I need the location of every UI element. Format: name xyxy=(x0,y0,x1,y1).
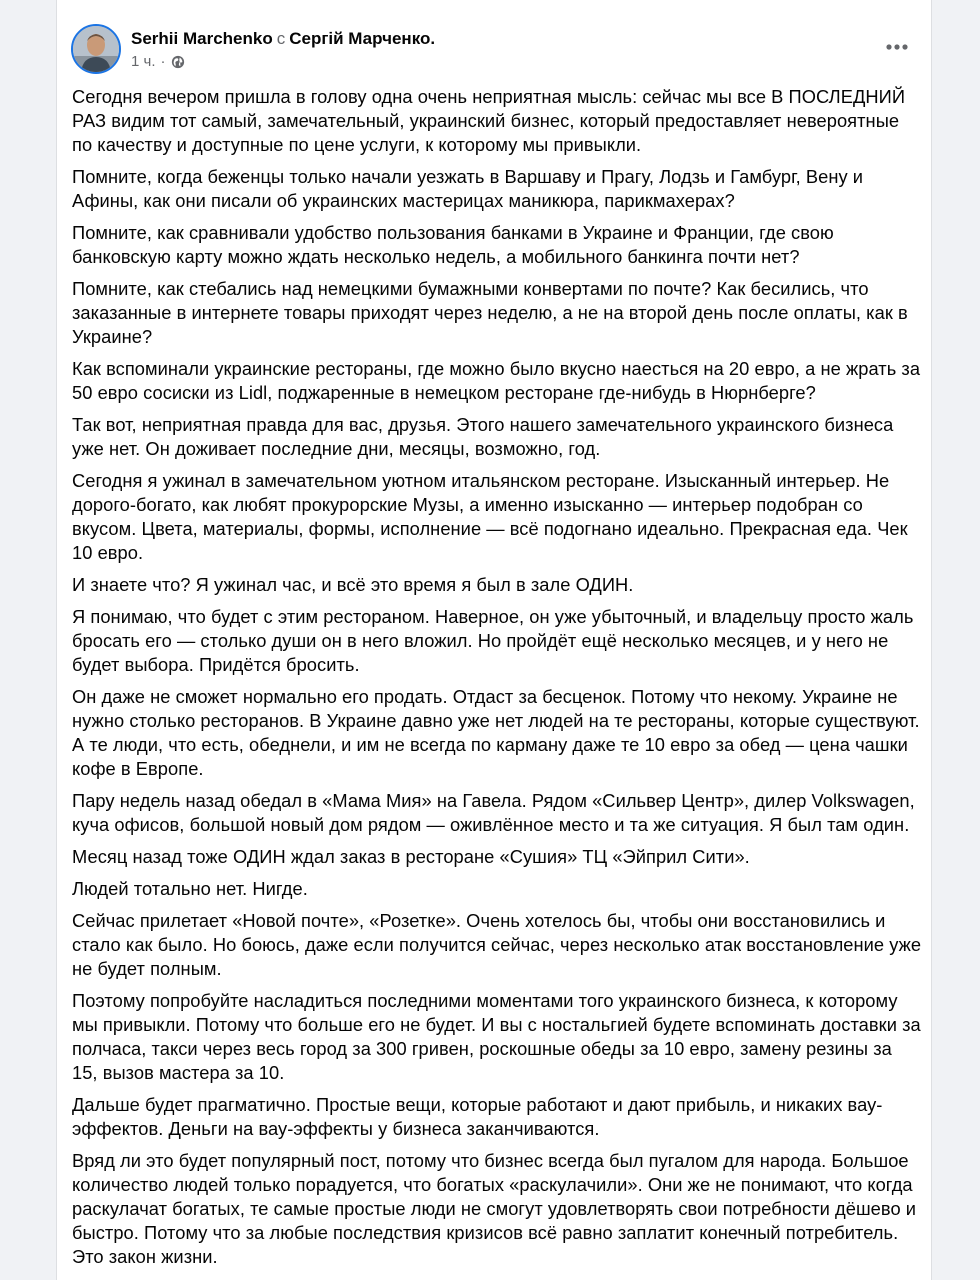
profile-photo-icon xyxy=(73,26,119,72)
post-paragraph: Помните, когда беженцы только начали уезжать в Варшаву и Прагу, Лодзь и Гамбург, Вену и Афины, как они писали об украинских мастерицах маникюра, парикмахерах? xyxy=(72,166,864,211)
post-paragraph: Сегодня вечером пришла в голову одна очень неприятная мысль: сейчас мы все В ПОСЛЕДНИЙ РАЗ видим тот самый, замечательный, украинский бизнес, который предоставляет невероятные по качеству и доступные по цене услуги, к которому мы привыкли. xyxy=(72,86,906,155)
avatar[interactable] xyxy=(71,24,121,74)
more-horizontal-icon xyxy=(885,43,909,51)
post-paragraph: Я понимаю, что будет с этим рестораном. Наверное, он уже убыточный, и владельцу просто жаль бросать его — столько души он в него вложил. Но пройдёт ещё несколько месяцев, и у него не будет выбора. Придётся бросить. xyxy=(72,606,914,675)
post-timestamp-link[interactable]: 1 ч. xyxy=(131,53,156,70)
globe-icon[interactable] xyxy=(171,55,185,69)
post-paragraph: Дальше будет прагматично. Простые вещи, которые работают и дают прибыль, и никаких вау-эффектов. Деньги на вау-эффекты у бизнеса заканчиваются. xyxy=(72,1094,883,1139)
post-paragraph: Помните, как сравнивали удобство пользования банками в Украине и Франции, где свою банковскую карту можно ждать несколько недель, а мобильного банкинга почти нет? xyxy=(72,222,834,267)
post-text xyxy=(72,85,922,1277)
tagged-user-link[interactable]: Сергій Марченко. xyxy=(289,29,436,48)
post-paragraph: Людей тотально нет. Нигде. xyxy=(72,878,308,899)
post-paragraph: Так вот, неприятная правда для вас, друзья. Этого нашего замечательного украинского бизнеса уже нет. Он доживает последние дни, месяцы, возможно, год. xyxy=(72,414,894,459)
post-paragraph: И знаете что? Я ужинал час, и всё это время я был в зале ОДИН. xyxy=(72,574,634,595)
post-paragraph: Пару недель назад обедал в «Мама Мия» на Гавела. Рядом «Сильвер Центр», дилер Volkswagen, куча офисов, большой новый дом рядом — оживлённое место и та же ситуация. Я был там один. xyxy=(72,790,915,835)
author-line xyxy=(131,29,435,49)
post-paragraph: Он даже не сможет нормально его продать. Отдаст за бесценок. Потому что некому. Украине не нужно столько ресторанов. В Украине давно уже нет людей на те рестораны, которые существуют. А те люди, что есть, обеднели, и им не всегда по карману даже те 10 евро за обед — цена чашки кофе в Европе. xyxy=(72,686,920,779)
post-card xyxy=(56,0,932,1280)
post-paragraph: Сегодня я ужинал в замечательном уютном итальянском ресторане. Изысканный интерьер. Не дорого-богато, как любят прокурорские Музы, а именно изысканно — интерьер подобран со вкусом. Цвета, материалы, формы, исполнение — всё подогнано идеально. Прекрасная еда. Чек 10 евро. xyxy=(72,470,908,563)
more-options-button[interactable] xyxy=(879,34,915,60)
post-paragraph: Помните, как стебались над немецкими бумажными конвертами по почте? Как бесились, что заказанные в интернете товары приходят через неделю, а не на второй день после оплаты, как в Украине? xyxy=(72,278,908,347)
post-header xyxy=(69,24,919,80)
post-paragraph: Месяц назад тоже ОДИН ждал заказ в ресторане «Сушия» ТЦ «Эйприл Сити». xyxy=(72,846,750,867)
post-paragraph: Вряд ли это будет популярный пост, потому что бизнес всегда был пугалом для народа. Большое количество людей только порадуется, что богатых «раскулачили». Они же не понимают, что когда раскулачат богатых, те самые простые люди не смогут удовлетворять свои потребности дёшево и быстро. Потому что за любые последствия кризисов всё равно заплатит конечный потребитель. Это закон жизни. xyxy=(72,1150,917,1267)
post-paragraph: Сейчас прилетает «Новой почте», «Розетке». Очень хотелось бы, чтобы они восстановились и стало как было. Но боюсь, даже если получится сейчас, через несколько атак восстановление уже не будет полным. xyxy=(72,910,922,979)
with-label: с xyxy=(276,29,286,48)
post-paragraph: Поэтому попробуйте насладиться последними моментами того украинского бизнеса, к которому мы привыкли. Потому что больше его не будет. И вы с ностальгией будете вспоминать доставки за полчаса, такси через весь город за 300 гривен, роскошные обеды за 10 евро, замену резины за 15, вызов мастера за 10. xyxy=(72,990,921,1083)
meta-separator: · xyxy=(160,53,166,70)
author-name-link[interactable]: Serhii Marchenko xyxy=(131,29,273,48)
post-paragraph: Как вспоминали украинские рестораны, где можно было вкусно наесться на 20 евро, а не жрать за 50 евро сосиски из Lidl, поджаренные в немецком ресторане где-нибудь в Нюрнберге? xyxy=(72,358,921,403)
post-meta xyxy=(131,53,185,71)
